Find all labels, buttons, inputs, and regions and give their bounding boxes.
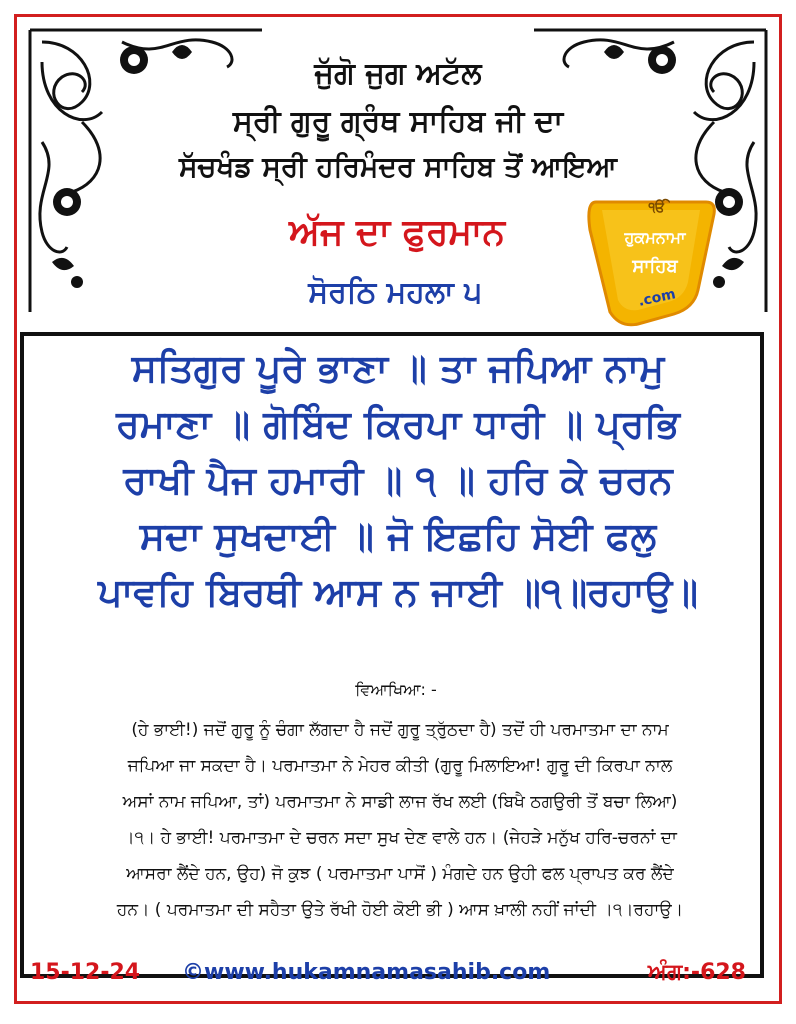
footer-website-link[interactable]: ©www.hukamnamasahib.com bbox=[182, 960, 551, 985]
logo-text-line3: .com bbox=[636, 286, 678, 310]
vyakhia-line: ਆਸਰਾ ਲੈਂਦੇ ਹਨ, ਉਹ) ਜੋ ਕੁਝ ( ਪਰਮਾਤਮਾ ਪਾਸੋਂ ) ਮੰਗਦੇ ਹਨ ਉਹੀ ਫਲ ਪ੍ਰਾਪਤ ਕਰ ਲੈਂਦੇ bbox=[126, 864, 674, 884]
shabad-line: ਰਾਖੀ ਪੈਜ ਹਮਾਰੀ ॥ ੧ ॥ ਹਰਿ ਕੇ ਚਰਨ bbox=[123, 458, 673, 502]
farman-title: ਅੱਜ ਦਾ ਫੁਰਮਾਨ bbox=[289, 212, 505, 253]
footer-ang: ਅੰਗ:-628 bbox=[647, 960, 746, 985]
shabad-line: ਸਦਾ ਸੁਖਦਾਈ ॥ ਜੋ ਇਛਹਿ ਸੋਈ ਫਲੁ bbox=[139, 514, 657, 558]
footer-date: 15-12-24 bbox=[30, 960, 141, 985]
raag-heading: ਸੋਰਠਿ ਮਹਲਾ ੫ bbox=[308, 275, 482, 310]
shabad-text bbox=[40, 340, 756, 620]
header-line-3: ਸੱਚਖੰਡ ਸ੍ਰੀ ਹਰਿਮੰਦਰ ਸਾਹਿਬ ਤੋਂ ਆਇਆ bbox=[178, 150, 618, 183]
vyakhia-label: ਵਿਆਖਿਆ: - bbox=[355, 680, 437, 699]
header-line-2: ਸ੍ਰੀ ਗੁਰੂ ਗ੍ਰੰਥ ਸਾਹਿਬ ਜੀ ਦਾ bbox=[232, 104, 564, 139]
vyakhia-line: ਹਨ। ( ਪਰਮਾਤਮਾ ਦੀ ਸਹੈਤਾ ਉਤੇ ਰੱਖੀ ਹੋਈ ਕੋਈ ਭੀ ) ਆਸ ਖ਼ਾਲੀ ਨਹੀਂ ਜਾਂਦੀ ।੧।ਰਹਾਉ। bbox=[116, 900, 684, 920]
vyakhia-line: (ਹੇ ਭਾਈ!) ਜਦੋਂ ਗੁਰੂ ਨੂੰ ਚੰਗਾ ਲੱਗਦਾ ਹੈ ਜਦੋਂ ਗੁਰੂ ਤ੍ਰੁੱਠਦਾ ਹੈ) ਤਦੋਂ ਹੀ ਪਰਮਾਤਮਾ ਦਾ ਨਾਮ bbox=[131, 720, 669, 740]
khanda-icon: ੴ bbox=[648, 200, 666, 216]
shabad-line: ਸਤਿਗੁਰ ਪੂਰੇ ਭਾਣਾ ॥ ਤਾ ਜਪਿਆ ਨਾਮੁ bbox=[131, 346, 665, 390]
logo-text-line1: ਹੁਕਮਨਾਮਾ bbox=[624, 228, 686, 247]
vyakhia-text bbox=[30, 712, 770, 928]
vyakhia-line: ਅਸਾਂ ਨਾਮ ਜਪਿਆ, ਤਾਂ) ਪਰਮਾਤਮਾ ਨੇ ਸਾਡੀ ਲਾਜ ਰੱਖ ਲਈ (ਬਿਖੈ ਠਗਉਰੀ ਤੋਂ ਬਚਾ ਲਿਆ) bbox=[122, 792, 678, 812]
shabad-line: ਰਮਾਣਾ ॥ ਗੋਬਿੰਦ ਕਿਰਪਾ ਧਾਰੀ ॥ ਪ੍ਰਭਿ bbox=[116, 402, 680, 446]
logo-text-line2: ਸਾਹਿਬ bbox=[632, 256, 678, 277]
shabad-line: ਪਾਵਹਿ ਬਿਰਥੀ ਆਸ ਨ ਜਾਈ ॥੧॥ਰਹਾਉ॥ bbox=[98, 570, 698, 614]
header-line-1: ਜੁੱਗੋ ਜੁਗ ਅਟੱਲ bbox=[314, 56, 482, 91]
footer bbox=[20, 954, 776, 990]
vyakhia-line: ।੧। ਹੇ ਭਾਈ! ਪਰਮਾਤਮਾ ਦੇ ਚਰਨ ਸਦਾ ਸੁਖ ਦੇਣ ਵਾਲੇ ਹਨ। (ਜੇਹੜੇ ਮਨੁੱਖ ਹਰਿ-ਚਰਨਾਂ ਦਾ bbox=[123, 828, 677, 848]
vyakhia-line: ਜਪਿਆ ਜਾ ਸਕਦਾ ਹੈ। ਪਰਮਾਤਮਾ ਨੇ ਮੇਹਰ ਕੀਤੀ (ਗੁਰੂ ਮਿਲਾਇਆ! ਗੁਰੂ ਦੀ ਕਿਰਪਾ ਨਾਲ bbox=[127, 756, 673, 776]
